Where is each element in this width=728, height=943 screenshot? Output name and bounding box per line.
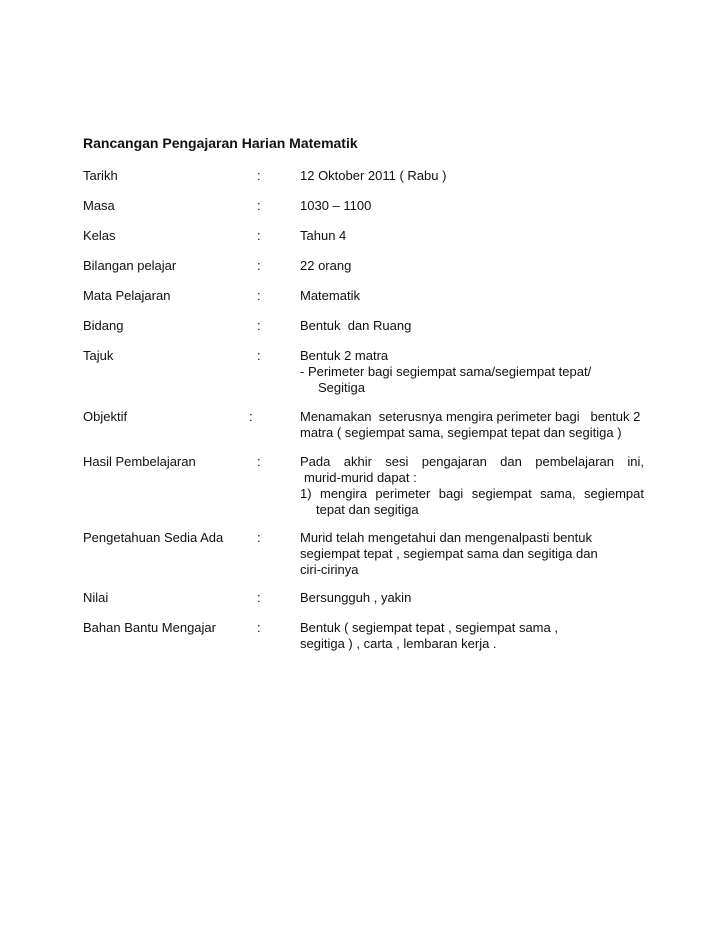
- field-label: Masa: [83, 198, 115, 213]
- field-value-line: Matematik: [300, 288, 360, 303]
- field-value: [300, 318, 644, 334]
- field-value-line: 1) mengira perimeter bagi segiempat sama, segiempat: [300, 486, 644, 501]
- field-value-line: 12 Oktober 2011 ( Rabu ): [300, 168, 447, 183]
- field-label: Pengetahuan Sedia Ada: [83, 530, 224, 545]
- field-label: Bahan Bantu Mengajar: [83, 620, 216, 635]
- field-value: [300, 409, 644, 441]
- field-value-line: Bentuk 2 matra: [300, 348, 389, 363]
- field-separator: :: [257, 168, 261, 183]
- field-label: Mata Pelajaran: [83, 288, 171, 303]
- field-separator: :: [257, 348, 261, 363]
- field-value: [300, 198, 644, 214]
- field-label: Tajuk: [83, 348, 114, 363]
- field-label: Bidang: [83, 318, 124, 333]
- field-value-line: 22 orang: [300, 258, 352, 273]
- field-value: [300, 288, 644, 304]
- field-separator: :: [257, 590, 261, 605]
- field-value-line: Murid telah mengetahui dan mengenalpasti bentuk: [300, 530, 592, 545]
- field-value: [300, 348, 644, 396]
- field-value: [300, 258, 644, 274]
- field-label: Tarikh: [83, 168, 118, 183]
- field-label: Kelas: [83, 228, 116, 243]
- field-separator: :: [257, 288, 261, 303]
- field-value-line: Tahun 4: [300, 228, 347, 243]
- field-value: [300, 530, 644, 578]
- field-value-line: matra ( segiempat sama, segiempat tepat dan segitiga ): [300, 425, 622, 440]
- field-separator: :: [257, 318, 261, 333]
- field-value: [300, 168, 644, 184]
- field-value-line: - Perimeter bagi segiempat sama/segiempat tepat/: [300, 364, 592, 379]
- field-value-line: Pada akhir sesi pengajaran dan pembelajaran ini,: [300, 454, 644, 469]
- field-value: [300, 590, 644, 606]
- field-value-line: Bentuk dan Ruang: [300, 318, 412, 333]
- field-value-line: murid-murid dapat :: [304, 470, 417, 485]
- field-separator: :: [257, 198, 261, 213]
- field-separator: :: [257, 454, 261, 469]
- field-value: [300, 454, 644, 518]
- field-separator: :: [257, 258, 261, 273]
- field-label: Bilangan pelajar: [83, 258, 177, 273]
- field-value-line: Segitiga: [318, 380, 365, 395]
- field-value-line: Menamakan seterusnya mengira perimeter bagi bentuk 2: [300, 409, 641, 424]
- field-value-line: Bersungguh , yakin: [300, 590, 412, 605]
- field-label: Objektif: [83, 409, 128, 424]
- field-label: Nilai: [83, 590, 109, 605]
- field-value-line: tepat dan segitiga: [316, 502, 419, 517]
- field-value-line: ciri-cirinya: [300, 562, 359, 577]
- field-value-line: 1030 – 1100: [300, 198, 372, 213]
- field-separator: :: [257, 530, 261, 545]
- field-separator: :: [257, 228, 261, 243]
- field-value-line: Bentuk ( segiempat tepat , segiempat sama ,: [300, 620, 558, 635]
- field-separator: :: [257, 620, 261, 635]
- field-label: Hasil Pembelajaran: [83, 454, 196, 469]
- field-value-line: segiempat tepat , segiempat sama dan segitiga dan: [300, 546, 598, 561]
- field-value: [300, 228, 644, 244]
- field-separator: :: [249, 409, 253, 424]
- field-value-line: segitiga ) , carta , lembaran kerja .: [300, 636, 497, 651]
- document-title: Rancangan Pengajaran Harian Matematik: [83, 135, 358, 151]
- field-value: [300, 620, 644, 652]
